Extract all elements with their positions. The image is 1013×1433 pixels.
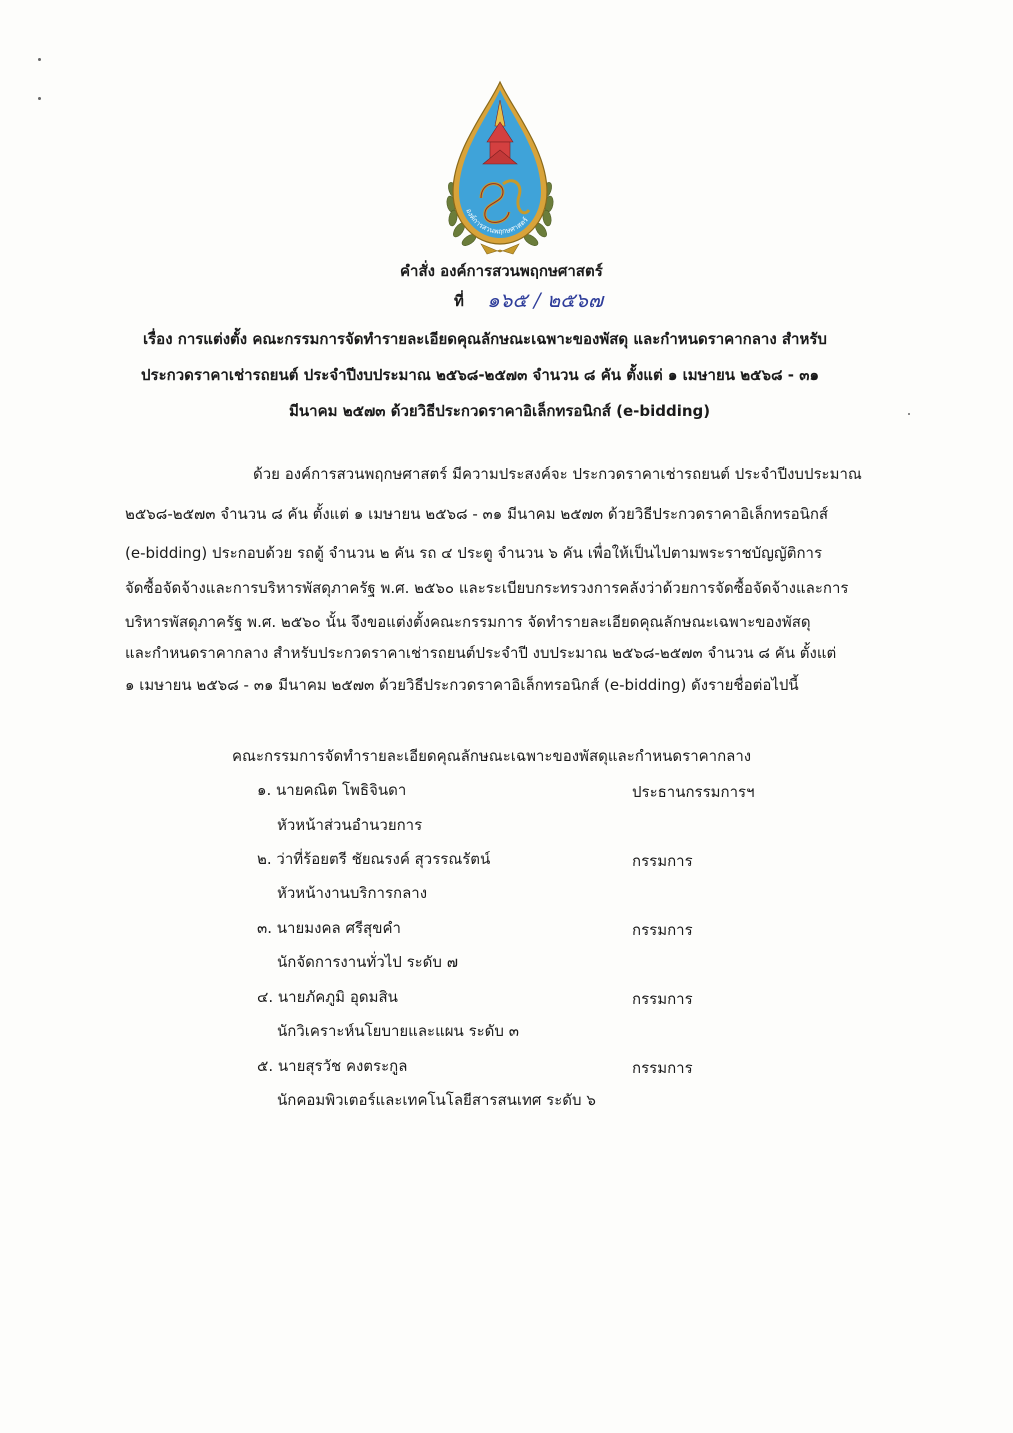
member-position: นักวิเคราะห์นโยบายและแผน ระดับ ๓ xyxy=(277,1022,519,1040)
order-number-label: ที่ xyxy=(454,292,464,310)
paragraph-line-4: จัดซื้อจัดจ้างและการบริหารพัสดุภาครัฐ พ.ศ. ๒๕๖๐ และระเบียบกระทรวงการคลังว่าด้วยการจัดซื้อจัดจ้างและการ xyxy=(125,579,849,597)
member-role: กรรมการ xyxy=(632,852,693,870)
member-role: กรรมการ xyxy=(632,990,693,1008)
member-role: ประธานกรรมการฯ xyxy=(632,783,755,801)
subject-line-2: ประกวดราคาเช่ารถยนต์ ประจำปีงบประมาณ ๒๕๖๘-๒๕๗๓ จำนวน ๘ คัน ตั้งแต่ ๑ เมษายน ๒๕๖๘ - ๓๑ xyxy=(141,366,820,384)
paragraph-line-6: และกำหนดราคากลาง สำหรับประกวดราคาเช่ารถยนต์ประจำปี งบประมาณ ๒๕๖๘-๒๕๗๓ จำนวน ๘ คัน ตั้งแต่ xyxy=(125,644,837,662)
ribbon-icon xyxy=(481,244,519,254)
member-position: นักคอมพิวเตอร์และเทคโนโลยีสารสนเทศ ระดับ ๖ xyxy=(277,1091,596,1109)
member-position: หัวหน้าส่วนอำนวยการ xyxy=(277,816,423,834)
logo-arc-text: องค์การสวนพฤกษศาสตร์ xyxy=(464,207,530,236)
committee-heading: คณะกรรมการจัดทำรายละเอียดคุณลักษณะเฉพาะของพัสดุและกำหนดราคากลาง xyxy=(232,747,752,765)
member-name: ๒. ว่าที่ร้อยตรี ชัยณรงค์ สุวรรณรัตน์ xyxy=(257,850,491,868)
paragraph-line-1: ด้วย องค์การสวนพฤกษศาสตร์ มีความประสงค์จะ ประกวดราคาเช่ารถยนต์ ประจำปีงบประมาณ xyxy=(253,465,862,483)
member-name: ๔. นายภัคภูมิ อุดมสิน xyxy=(257,988,398,1006)
member-position: นักจัดการงานทั่วไป ระดับ ๗ xyxy=(277,953,458,971)
organization-emblem xyxy=(443,80,557,256)
paragraph-line-3: (e-bidding) ประกอบด้วย รถตู้ จำนวน ๒ คัน รถ ๔ ประตู จำนวน ๖ คัน เพื่อให้เป็นไปตามพระราชบัญญัติการ xyxy=(125,544,823,562)
order-number-handwritten: ๑๖๕ / ๒๕๖๗ xyxy=(487,288,604,312)
paragraph-line-5: บริหารพัสดุภาครัฐ พ.ศ. ๒๕๖๐ นั้น จึงขอแต่งตั้งคณะกรรมการ จัดทำรายละเอียดคุณลักษณะเฉพาะของพัสดุ xyxy=(125,613,811,631)
subject-line-3: มีนาคม ๒๕๗๓ ด้วยวิธีประกวดราคาอิเล็กทรอนิกส์ (e-bidding) xyxy=(289,402,711,420)
member-position: หัวหน้างานบริการกลาง xyxy=(277,884,428,902)
subject-line-1: เรื่อง การแต่งตั้ง คณะกรรมการจัดทำรายละเอียดคุณลักษณะเฉพาะของพัสดุ และกำหนดราคากลาง สำหรับ xyxy=(143,330,827,348)
member-name: ๓. นายมงคล ศรีสุขคำ xyxy=(257,919,401,937)
order-title: คำสั่ง องค์การสวนพฤกษศาสตร์ xyxy=(400,262,603,280)
member-role: กรรมการ xyxy=(632,921,693,939)
paragraph-line-2: ๒๕๖๘-๒๕๗๓ จำนวน ๘ คัน ตั้งแต่ ๑ เมษายน ๒๕๖๘ - ๓๑ มีนาคม ๒๕๗๓ ด้วยวิธีประกวดราคาอิเล็กทรอนิกส์ xyxy=(125,505,829,523)
paragraph-line-7: ๑ เมษายน ๒๕๖๘ - ๓๑ มีนาคม ๒๕๗๓ ด้วยวิธีประกวดราคาอิเล็กทรอนิกส์ (e-bidding) ดังรายชื่อต่อไปนี้ xyxy=(125,676,799,694)
member-role: กรรมการ xyxy=(632,1059,693,1077)
member-name: ๕. นายสุรวัช คงตระกูล xyxy=(257,1057,408,1075)
member-name: ๑. นายคณิต โพธิจินดา xyxy=(257,781,407,799)
